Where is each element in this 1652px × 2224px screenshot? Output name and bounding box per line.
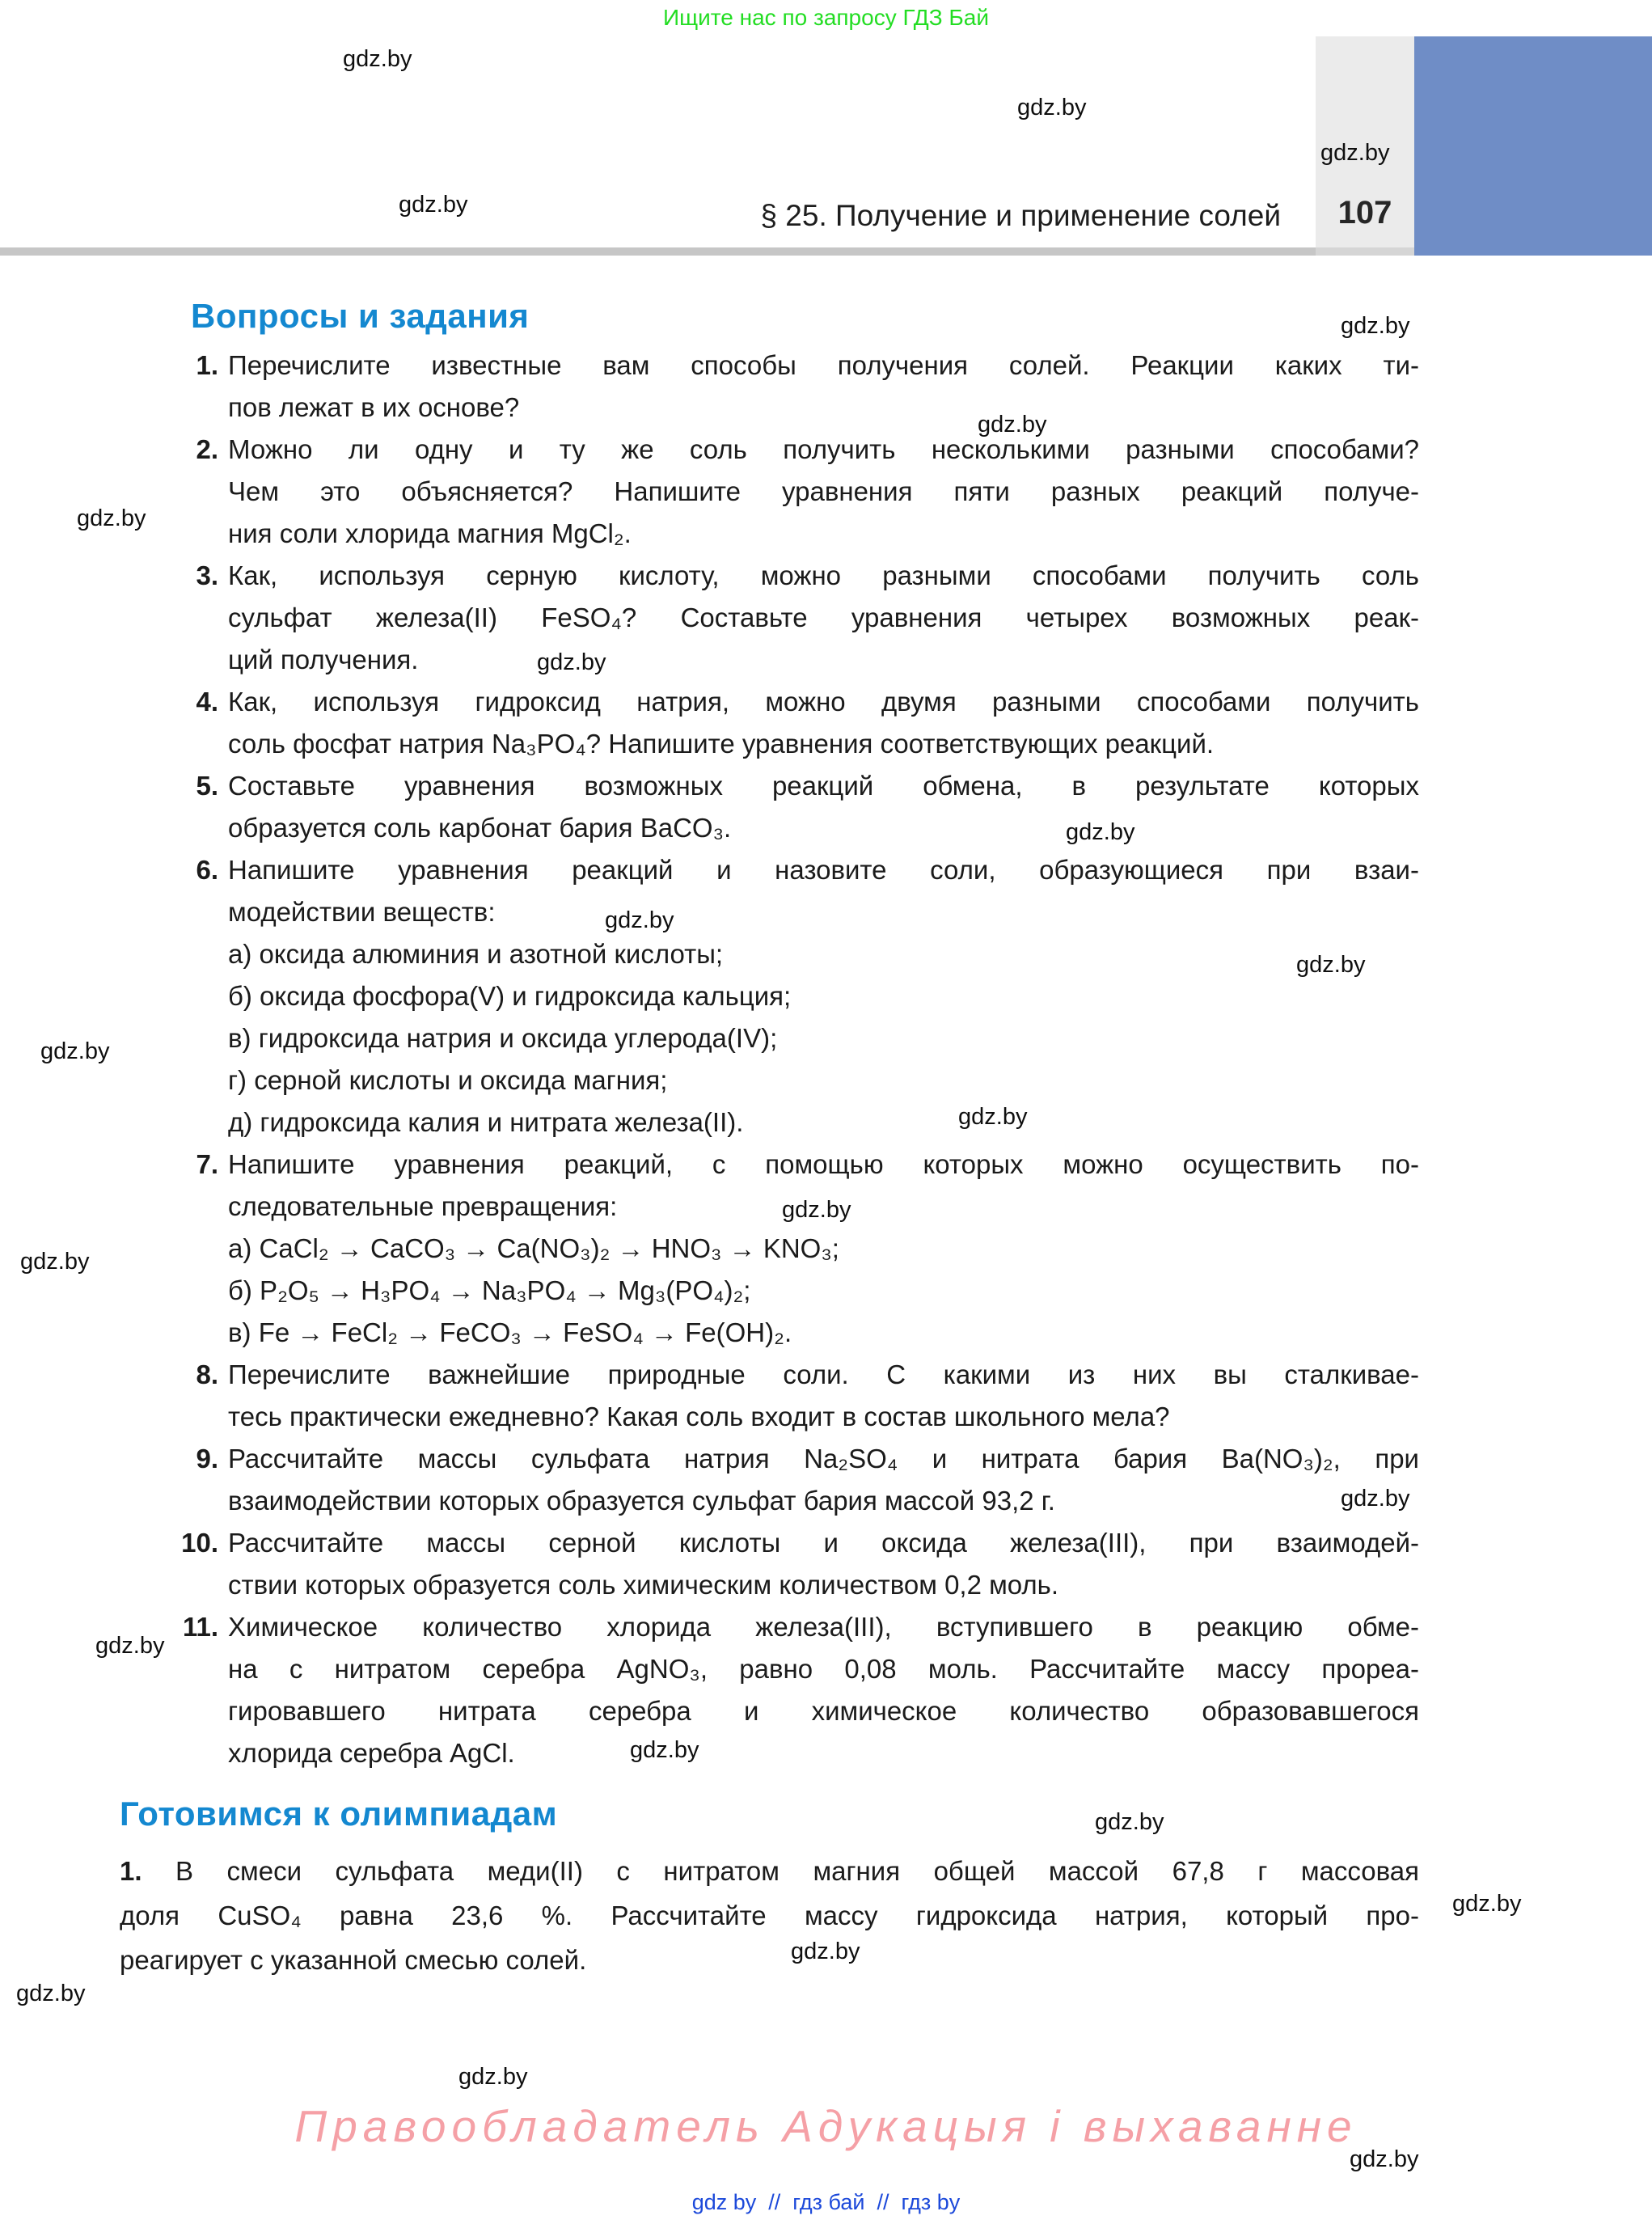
question-line: ствии которых образуется соль химическим количеством 0,2 моль. (228, 1570, 1059, 1600)
question-line: взаимодействии которых образуется сульфат бария массой 93,2 г. (228, 1486, 1055, 1516)
question-line: Перечислите важнейшие природные соли. С какими из них вы сталкивае- (228, 1359, 1419, 1389)
question-number: 9. (196, 1444, 218, 1474)
question-number: 4. (196, 687, 218, 717)
question-line: а) CaCl₂ → CaCO₃ → Ca(NO₃)₂ → HNO₃ → KNO₃; (228, 1233, 839, 1263)
question-number: 5. (196, 771, 218, 801)
gdzby-watermark: gdz.by (791, 1939, 860, 1964)
question-number: 8. (196, 1359, 218, 1389)
question-line: б) оксида фосфора(V) и гидроксида кальция; (228, 981, 792, 1011)
question-line: ния соли хлорида магния MgCl₂. (228, 518, 632, 548)
gdzby-watermark: gdz.by (1350, 2146, 1419, 2172)
question-item (181, 1522, 1419, 1606)
question-item (184, 555, 1419, 681)
question-line: в) гидроксида натрия и оксида углерода(IV); (228, 1023, 778, 1053)
questions-list (181, 345, 1419, 1774)
questions-heading: Вопросы и задания (191, 297, 530, 335)
chapter-title: § 25. Получение и применение солей (760, 199, 1281, 232)
question-number: 11. (182, 1612, 218, 1642)
olympiad-line: реагирует с указанной смесью солей. (120, 1945, 587, 1975)
olympiad-line: 1. В смеси сульфата меди(II) с нитратом магния общей массой 67,8 г массовая (120, 1856, 1419, 1886)
question-line: следовательные превращения: (228, 1191, 618, 1221)
question-number: 10. (181, 1528, 218, 1558)
gdzby-watermark: gdz.by (958, 1104, 1028, 1130)
question-line: Составьте уравнения возможных реакций обмена, в результате которых (228, 771, 1419, 801)
gdzby-watermark: gdz.by (978, 412, 1047, 438)
question-line: Рассчитайте массы сульфата натрия Na₂SO₄ и нитрата бария Ba(NO₃)₂, при (228, 1444, 1419, 1474)
top-banner-text: Ищите нас по запросу ГДЗ Бай (662, 5, 990, 30)
question-line: пов лежат в их основе? (228, 392, 520, 422)
question-item (184, 1438, 1419, 1522)
question-line: Напишите уравнения реакций и назовите соли, образующиеся при взаи- (228, 855, 1419, 885)
gdzby-watermark: gdz.by (782, 1197, 851, 1223)
question-line: сульфат железа(II) FeSO₄? Составьте уравнения четырех возможных реак- (228, 603, 1419, 632)
page-number: 107 (1337, 195, 1392, 230)
question-item (184, 681, 1419, 765)
gdzby-watermark: gdz.by (95, 1633, 165, 1659)
question-line: хлорида серебра AgCl. (228, 1738, 515, 1768)
question-number: 3. (196, 560, 218, 590)
question-item (184, 765, 1419, 849)
question-line: Рассчитайте массы серной кислоты и оксида железа(III), при взаимодей- (228, 1528, 1419, 1558)
olympiad-item (120, 1849, 1419, 1982)
question-number: 2. (196, 434, 218, 464)
question-line: д) гидроксида калия и нитрата железа(II). (228, 1107, 744, 1137)
gdzby-watermark: gdz.by (1320, 140, 1390, 166)
question-item (184, 849, 1419, 1144)
olympiad-number: 1. (120, 1856, 176, 1886)
question-line: соль фосфат натрия Na₃PO₄? Напишите уравнения соответствующих реакций. (228, 729, 1215, 759)
question-line: б) P₂O₅ → H₃PO₄ → Na₃PO₄ → Mg₃(PO₄)₂; (228, 1275, 751, 1305)
olympiad-heading: Готовимся к олимпиадам (120, 1795, 558, 1833)
gdzby-watermark: gdz.by (1017, 95, 1087, 121)
gdzby-watermark: gdz.by (1095, 1809, 1164, 1835)
question-line: на с нитратом серебра AgNO₃, равно 0,08 моль. Рассчитайте массу прореа- (228, 1654, 1419, 1684)
copyright-watermark: Правообладатель Адукацыя і выхаванне (294, 2101, 1358, 2151)
gdzby-watermark: gdz.by (1341, 313, 1410, 339)
question-line: в) Fe → FeCl₂ → FeCO₃ → FeSO₄ → Fe(OH)₂. (228, 1317, 792, 1347)
question-item (184, 345, 1419, 429)
gdzby-watermark: gdz.by (20, 1249, 90, 1275)
question-line: тесь практически ежедневно? Какая соль входит в состав школьного мела? (228, 1402, 1170, 1431)
question-line: Как, используя серную кислоту, можно разными способами получить соль (228, 560, 1419, 590)
question-number: 1. (196, 350, 218, 380)
gdzby-watermark: gdz.by (1296, 952, 1366, 978)
question-item (184, 1606, 1419, 1774)
question-line: гировавшего нитрата серебра и химическое количество образовавшегося (228, 1696, 1419, 1726)
question-line: Как, используя гидроксид натрия, можно двумя разными способами получить (228, 687, 1419, 717)
question-line: модействии веществ: (228, 897, 496, 927)
question-line: Можно ли одну и ту же соль получить несколькими разными способами? (228, 434, 1419, 464)
question-item (184, 1354, 1419, 1438)
question-line: г) серной кислоты и оксида магния; (228, 1065, 668, 1095)
question-line: Перечислите известные вам способы получения солей. Реакции каких ти- (228, 350, 1419, 380)
question-line: Напишите уравнения реакций, с помощью которых можно осуществить по- (228, 1149, 1419, 1179)
olympiad-line: доля CuSO₄ равна 23,6 %. Рассчитайте массу гидроксида натрия, который про- (120, 1901, 1419, 1930)
gdzby-watermark: gdz.by (77, 505, 146, 531)
footer-links: gdz by // гдз бай // гдз by (691, 2190, 961, 2214)
gdzby-watermark: gdz.by (1066, 819, 1135, 845)
question-line: а) оксида алюминия и азотной кислоты; (228, 939, 724, 969)
header-accent-box (1414, 36, 1652, 256)
question-item (184, 1144, 1419, 1354)
gdzby-watermark: gdz.by (16, 1981, 86, 2006)
question-line: Чем это объясняется? Напишите уравнения пяти разных реакций получе- (228, 476, 1419, 506)
question-number: 6. (196, 855, 218, 885)
gdzby-watermark: gdz.by (605, 907, 674, 933)
gdzby-watermark: gdz.by (630, 1737, 699, 1763)
gdzby-watermark: gdz.by (343, 46, 412, 72)
question-line: Химическое количество хлорида железа(III), вступившего в реакцию обме- (228, 1612, 1419, 1642)
gdzby-watermark: gdz.by (40, 1038, 110, 1064)
gdzby-watermark: gdz.by (458, 2064, 528, 2090)
header-rule (0, 247, 1316, 256)
question-item (184, 429, 1419, 555)
question-number: 7. (196, 1149, 218, 1179)
gdzby-watermark: gdz.by (537, 649, 606, 675)
question-line: образуется соль карбонат бария BaCO₃. (228, 813, 732, 843)
question-line: ций получения. (228, 645, 419, 674)
gdzby-watermark: gdz.by (1452, 1891, 1522, 1917)
header-rule-light (1316, 247, 1414, 256)
gdzby-watermark: gdz.by (399, 192, 468, 218)
gdzby-watermark: gdz.by (1341, 1486, 1410, 1512)
